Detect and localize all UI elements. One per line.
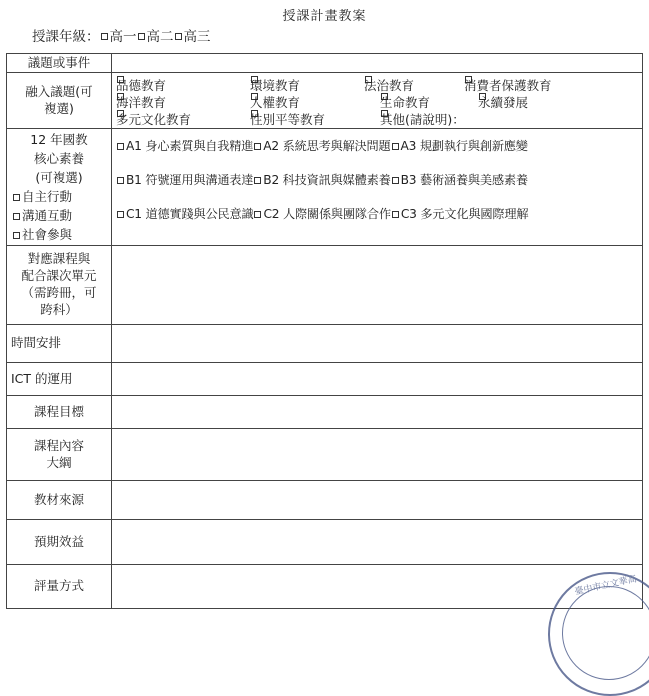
effect-cell[interactable]: [112, 520, 643, 565]
competency-checkbox-b2[interactable]: [254, 177, 261, 184]
competency-domain-3: 社會參與: [22, 227, 73, 242]
grade-checkbox-2[interactable]: [138, 33, 145, 40]
issues-cell: [112, 73, 643, 129]
grade-checkbox-3[interactable]: [175, 33, 182, 40]
competency-checkbox-c2[interactable]: [254, 211, 261, 218]
competency-b2: B2 科技資訊與媒體素養: [263, 173, 391, 187]
material-label: 教材來源: [7, 481, 112, 520]
issue-label-6: 人權教育: [250, 94, 301, 110]
competency-domain-checkbox-3[interactable]: [13, 232, 20, 239]
competency-label-line3: (可複選): [35, 170, 83, 185]
issue-label-8: 永續發展: [478, 94, 529, 110]
competency-row-b: [116, 169, 642, 203]
issue-label-11: 其他(請說明)：: [380, 111, 465, 127]
course-label-line4: 跨科）: [40, 301, 78, 317]
topic-label: 議題或事件: [7, 54, 112, 73]
lesson-plan-table: [6, 53, 643, 609]
goal-label: 課程目標: [7, 396, 112, 429]
content-label-line1: 課程內容: [33, 437, 84, 453]
competency-c3: C3 多元文化與國際理解: [400, 207, 529, 221]
competency-domain-checkbox-1[interactable]: [13, 194, 20, 201]
grade-option-1: 高一: [109, 29, 137, 45]
issue-label-2: 環境教育: [250, 77, 301, 93]
competency-checkbox-a3[interactable]: [392, 143, 399, 150]
competency-cell: [112, 129, 643, 246]
material-cell[interactable]: [112, 481, 643, 520]
competency-row-a: [116, 135, 642, 169]
grade-checkbox-1[interactable]: [101, 33, 108, 40]
goal-cell[interactable]: [112, 396, 643, 429]
competency-checkbox-c3[interactable]: [392, 211, 399, 218]
competency-a2: A2 系統思考與解決問題: [263, 139, 391, 153]
competency-b1: B1 符號運用與溝通表達: [126, 173, 254, 187]
competency-c2: C2 人際關係與團隊合作: [263, 207, 391, 221]
course-label-line2: 配合課次單元: [21, 268, 97, 284]
effect-label: 預期效益: [7, 520, 112, 565]
time-cell[interactable]: [112, 325, 643, 363]
grade-option-3: 高三: [183, 29, 211, 45]
issue-label-1: 品德教育: [116, 77, 167, 93]
course-cell[interactable]: [112, 246, 643, 325]
integrate-label-line2: 複選): [44, 100, 74, 116]
issue-label-7: 生命教育: [380, 94, 431, 110]
grade-label: 授課年級：: [32, 29, 100, 45]
course-label-line1: 對應課程與: [27, 251, 91, 267]
competency-b3: B3 藝術涵養與美感素養: [400, 173, 528, 187]
issue-label-10: 性別平等教育: [250, 111, 326, 127]
school-seal-inner-ring: [562, 586, 649, 680]
issue-label-4: 消費者保護教育: [464, 77, 552, 93]
grade-option-2: 高二: [146, 29, 174, 45]
competency-domain-2: 溝通互動: [22, 208, 73, 223]
issue-label-5: 海洋教育: [116, 94, 167, 110]
integrate-label: [7, 73, 112, 129]
assessment-label: 評量方式: [7, 565, 112, 609]
issue-label-9: 多元文化教育: [116, 111, 192, 127]
competency-checkbox-c1[interactable]: [117, 211, 124, 218]
competency-domain-checkbox-2[interactable]: [13, 213, 20, 220]
ict-cell[interactable]: [112, 363, 643, 396]
integrate-label-line1: 融入議題(可: [25, 83, 93, 99]
document-title: 授課計畫教案: [282, 9, 367, 24]
content-cell[interactable]: [112, 429, 643, 481]
competency-checkbox-a2[interactable]: [254, 143, 261, 150]
topic-cell[interactable]: [112, 54, 643, 73]
competency-a3: A3 規劃執行與創新應變: [400, 139, 528, 153]
content-label: [7, 429, 112, 481]
grade-selector: [32, 25, 211, 45]
competency-c1: C1 道德實踐與公民意識: [126, 207, 254, 221]
competency-label: [7, 129, 112, 246]
competency-checkbox-b3[interactable]: [392, 177, 399, 184]
issue-label-3: 法治教育: [364, 77, 415, 93]
competency-label-line1: 12 年國教: [30, 132, 88, 147]
content-label-line2: 大綱: [46, 454, 72, 470]
competency-label-line2: 核心素養: [33, 151, 84, 166]
competency-row-c: [116, 203, 642, 237]
course-label-line3: （需跨冊，可: [21, 285, 97, 300]
school-seal-text: 臺中市立文華高: [573, 574, 638, 598]
ict-label: ICT 的運用: [7, 363, 112, 396]
course-label: [7, 246, 112, 325]
competency-checkbox-b1[interactable]: [117, 177, 124, 184]
competency-domain-1: 自主行動: [22, 189, 73, 204]
time-label: 時間安排: [7, 325, 112, 363]
competency-checkbox-a1[interactable]: [117, 143, 124, 150]
competency-a1: A1 身心素質與自我精進: [126, 139, 254, 153]
